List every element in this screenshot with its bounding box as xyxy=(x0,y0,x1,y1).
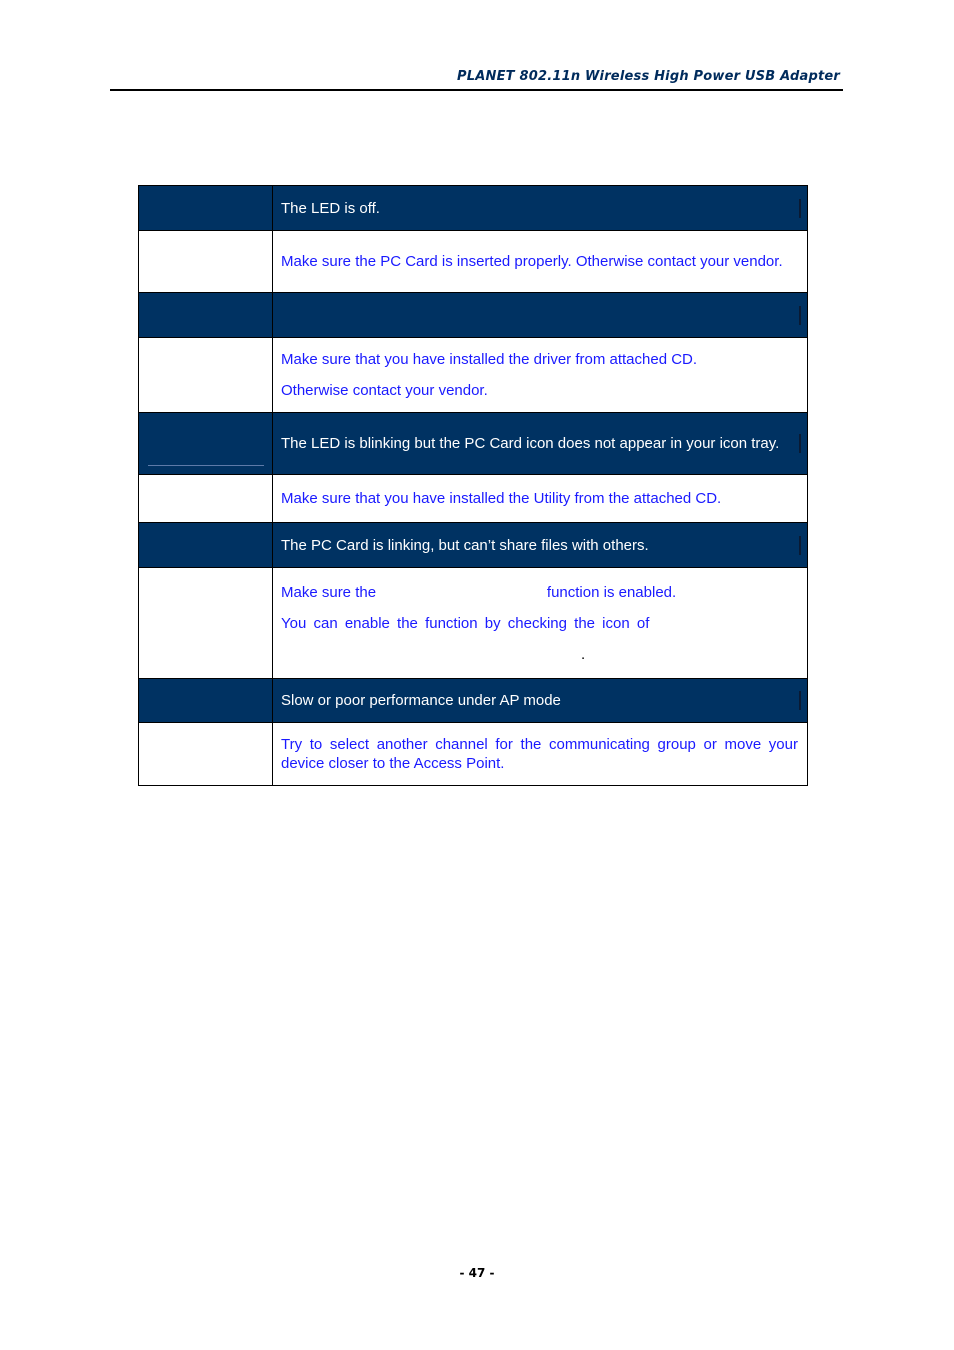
answer-row xyxy=(139,723,808,786)
troubleshooting-table xyxy=(138,185,808,786)
answer-row xyxy=(139,338,808,413)
question-row xyxy=(139,679,808,723)
question-text: The LED is off. xyxy=(273,199,807,218)
answer-cell xyxy=(273,568,808,679)
answer-row xyxy=(139,475,808,523)
question-label-cell xyxy=(139,523,273,568)
answer-label-cell xyxy=(139,475,273,523)
answer-text: Make sure that you have installed the driver from attached CD. xyxy=(281,351,698,368)
answer-text: Otherwise contact your vendor. xyxy=(281,382,488,399)
question-cell xyxy=(273,413,808,475)
question-row xyxy=(139,523,808,568)
question-label-cell xyxy=(139,679,273,723)
question-cell xyxy=(273,679,808,723)
answer-label-cell xyxy=(139,231,273,293)
label-underline xyxy=(148,465,264,466)
question-label-cell xyxy=(139,186,273,231)
question-text: The PC Card is linking, but can’t share files with others. xyxy=(273,536,807,555)
header-divider xyxy=(110,89,843,91)
answer-label-cell xyxy=(139,723,273,786)
question-label-cell xyxy=(139,293,273,338)
question-cell xyxy=(273,293,808,338)
answer-text: . xyxy=(581,645,586,663)
answer-cell xyxy=(273,723,808,786)
answer-row xyxy=(139,231,808,293)
answer-cell xyxy=(273,475,808,523)
question-cell xyxy=(273,186,808,231)
question-row xyxy=(139,413,808,475)
question-text: The LED is blinking but the PC Card icon does not appear in your icon tray. xyxy=(273,434,807,453)
answer-text: You can enable the function by checking the icon of xyxy=(281,614,650,632)
question-row xyxy=(139,293,808,338)
question-text: Slow or poor performance under AP mode xyxy=(273,691,807,710)
page-number: - 47 - xyxy=(459,1266,495,1280)
document-header-title: PLANET 802.11n Wireless High Power USB Adapter xyxy=(457,69,840,84)
answer-text: Make sure that you have installed the Utility from the attached CD. xyxy=(281,490,722,507)
question-cell xyxy=(273,523,808,568)
answer-text: Make sure the PC Card is inserted properly. Otherwise contact your vendor. xyxy=(281,253,783,270)
answer-text: Try to select another channel for the communicating group or move your device closer to the Access Point. xyxy=(281,736,798,772)
answer-label-cell xyxy=(139,338,273,413)
answer-row xyxy=(139,568,808,679)
question-row xyxy=(139,186,808,231)
question-text xyxy=(273,306,807,325)
answer-cell xyxy=(273,338,808,413)
answer-label-cell xyxy=(139,568,273,679)
question-label-cell xyxy=(139,413,273,475)
answer-cell xyxy=(273,231,808,293)
answer-text: Make sure the function is enabled. xyxy=(281,583,677,601)
